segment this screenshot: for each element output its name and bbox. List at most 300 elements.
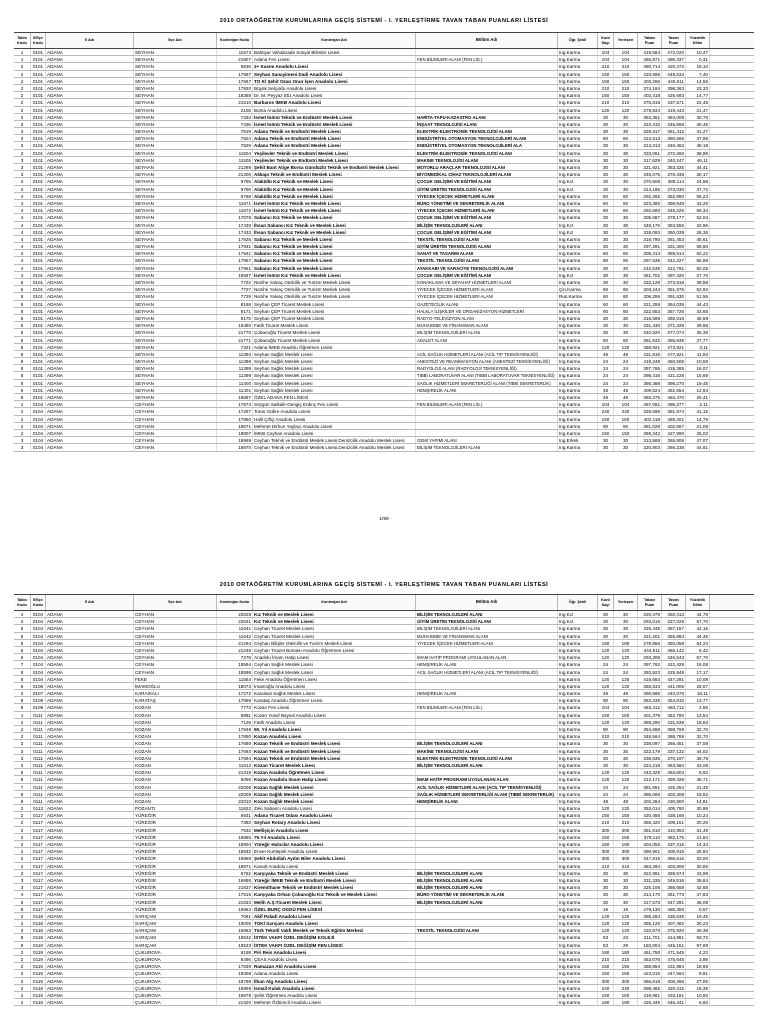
table-cell: 327,029 (662, 618, 686, 624)
table-cell: Ing.Karma (558, 430, 598, 436)
table-cell: Sabancı Kız Teknik ve Meslek Lisesi (253, 214, 416, 220)
table-cell: CEYHAN (134, 423, 217, 429)
table-cell: BÜRO YÖNETİMİ VE SEKRETERLİK ALANI (416, 200, 558, 206)
table-cell: 30 (614, 611, 638, 617)
table-cell: 36,78 (686, 755, 710, 761)
table-cell: 30 (598, 171, 614, 177)
table-cell: 15,39 (686, 985, 710, 991)
header-cell: İlçe Adı (134, 595, 217, 610)
table-cell: 388,854 (638, 963, 662, 969)
table-cell: 454,810 (662, 697, 686, 703)
table-cell: 3,11 (686, 344, 710, 350)
table-cell: CEYHAN (134, 430, 217, 436)
table-cell: Ing.Karma (558, 315, 598, 321)
table-cell: 0111 (31, 762, 46, 768)
table-cell: 11398 (217, 365, 253, 371)
table-cell: 472,020 (662, 49, 686, 55)
table-cell: KOZAN (134, 726, 217, 732)
table-cell: CEYHAN (134, 640, 217, 646)
table-cell: 120 (614, 719, 638, 725)
table-cell: 7061 (217, 913, 253, 919)
table-cell: 363,555 (662, 222, 686, 228)
table-cell: 347,815 (638, 855, 662, 861)
table-cell: Ing.Karma (558, 669, 598, 675)
table-cell: 2 (14, 963, 31, 969)
table-cell: ADANA (46, 726, 134, 732)
table-cell: ÇOCUK GELİŞİMİ VE EĞİTİMİ ALANI (416, 272, 558, 278)
table-cell: 120 (614, 647, 638, 653)
table-cell: 2 (14, 408, 31, 414)
table-cell: Ing.Karma (558, 207, 598, 213)
table-cell: KOZAN (134, 769, 217, 775)
table-cell: 0101 (31, 222, 46, 228)
table-cell: 24,58 (686, 178, 710, 184)
table-row (14, 748, 754, 755)
table-cell: ELEKTRİK-ELEKTRONİK TEKNOLOJİSİ ALANI (416, 755, 558, 761)
table-cell: 409,151 (662, 819, 686, 825)
table-cell: BİLİŞİM TEKNOLOJİLERİ ALANI (416, 625, 558, 631)
table-cell: 425,254 (662, 784, 686, 790)
table-cell: Kozan Sağlık Meslek Lisesi (253, 791, 416, 797)
table-cell: 30 (598, 214, 614, 220)
table-cell: 30 (598, 762, 614, 768)
table-cell: 210 (614, 85, 638, 91)
table-cell: Şehit Abdullah Aydın Biler Anadolu Lisesi (253, 855, 416, 861)
table-cell: İMAMOĞLU (134, 683, 217, 689)
table-row (14, 654, 754, 661)
table-cell: 17931 (217, 243, 253, 249)
table-cell: 16888 (217, 877, 253, 883)
table-cell: 420,415 (662, 985, 686, 991)
table-cell: 75.Yıl Anadolu Lisesi (253, 834, 416, 840)
table-cell: İSTEK VAKFI ÖZEL DEĞİŞİM KOLEJİ (253, 934, 416, 940)
table-cell: 39,58 (686, 279, 710, 285)
table-cell: ADANA (46, 351, 134, 357)
table-cell: CEYHAN (134, 633, 217, 639)
table-cell: ADANA (46, 934, 134, 940)
table-row (14, 286, 754, 293)
table-row (14, 640, 754, 647)
table-cell: SEYHAN (134, 322, 217, 328)
table-cell: Adana Anadolu Lisesi (253, 970, 416, 976)
table-cell: Ceyhan Bilişler Otelcilik ve Turizm Meslek Lisesi (253, 640, 416, 646)
table-cell: ADANA (46, 733, 134, 739)
table-cell (416, 719, 558, 725)
table-cell: 440,076 (662, 690, 686, 696)
table-cell: Ing.Karma (558, 329, 598, 335)
table-cell: Ing.Kız (558, 178, 598, 184)
table-cell: 240 (598, 985, 614, 991)
table-cell: 373,030 (662, 186, 686, 192)
table-cell (416, 78, 558, 84)
table-cell: 473,921 (662, 344, 686, 350)
table-cell: 30 (598, 437, 614, 443)
table-cell: SEYHAN (134, 207, 217, 213)
table-cell: 0111 (31, 755, 46, 761)
table-cell: 180 (598, 999, 614, 1005)
table-cell: 21,64 (686, 834, 710, 840)
table-cell: ADANA (46, 812, 134, 818)
table-cell: 423,015 (638, 970, 662, 976)
table-cell: 388,769 (662, 726, 686, 732)
table-cell: 90 (614, 697, 638, 703)
table-cell: Ing.Karma (558, 394, 598, 400)
table-cell: GİYİM ÜRETİM TEKNOLOJİSİ ALANI (416, 243, 558, 249)
table-cell: Ing.Karma (558, 193, 598, 199)
table-cell: SEYHAN (134, 171, 217, 177)
table-cell: 2 (14, 956, 31, 962)
table-cell: 340,520 (638, 329, 662, 335)
table-cell: Sabancı Kız Teknik ve Meslek Lisesi (253, 236, 416, 242)
table-cell: 2 (14, 863, 31, 869)
table-cell: YÜREĞİR (134, 819, 217, 825)
table-cell: 60 (614, 200, 638, 206)
table-cell: 323,410 (638, 121, 662, 127)
table-cell: MAKİNE TEKNOLOJİSİ ALANI (416, 748, 558, 754)
table-cell: Ing.Karma (558, 128, 598, 134)
table-cell: ADANA (46, 906, 134, 912)
table-cell: 30 (598, 877, 614, 883)
table-cell: 30 (614, 762, 638, 768)
table-cell: 27,70 (686, 272, 710, 278)
table-cell: 120 (598, 654, 614, 660)
header-cell: Kont Sayı (598, 595, 614, 610)
table-cell: 11671 (217, 200, 253, 206)
table-row (14, 423, 754, 430)
table-cell: HARİTA-TAPU-KADASTRO ALANI (416, 114, 558, 120)
table-cell: Ing.Karma (558, 301, 598, 307)
table-cell: Ing.Karma (558, 978, 598, 984)
table-cell: 300 (614, 855, 638, 861)
table-cell: 10,24 (686, 812, 710, 818)
table-cell: MUHASEBE VE FİNANSMAN ALANI (416, 633, 558, 639)
table-cell: 3 (14, 142, 31, 148)
header-cell: Kontenjan Kodu (217, 33, 253, 48)
header-cell: Bölüm Adı (416, 33, 558, 48)
table-cell: 0111 (31, 726, 46, 732)
table-cell: ADANA (46, 128, 134, 134)
table-cell: 30 (614, 114, 638, 120)
table-cell: 21807 (217, 56, 253, 62)
table-cell: 0104 (31, 423, 46, 429)
table-cell: Çobanoğlu Ticaret Meslek Lisesi (253, 337, 416, 343)
table-cell: 17078 (217, 214, 253, 220)
table-cell: 17926 (217, 236, 253, 242)
table-cell: Seyhan Sağlık Meslek Lisesi (253, 372, 416, 378)
table-cell: 418,981 (638, 992, 662, 998)
table-cell: ADANA (46, 776, 134, 782)
table-cell: 0101 (31, 92, 46, 98)
table-cell: 0101 (31, 135, 46, 141)
table-cell: 17961 (217, 265, 253, 271)
table-cell: 120 (614, 927, 638, 933)
table-cell: 348,564 (638, 733, 662, 739)
table-cell: SEYHAN (134, 135, 217, 141)
table-cell: ÇOCUK GELİŞİMİ VE EĞİTİMİ ALANI (416, 178, 558, 184)
table-row (14, 200, 754, 207)
table-cell: Rus.Karma (558, 293, 598, 299)
table-cell: 210 (614, 63, 638, 69)
header-cell: Yerleşen (614, 595, 638, 610)
table-cell: 13,54 (686, 712, 710, 718)
table-cell: 47,95 (686, 135, 710, 141)
table-cell: 0104 (31, 408, 46, 414)
header-cell: Tavan Puan (662, 33, 686, 48)
table-cell: BİLİŞİM TEKNOLOJİLERİ ALANI (416, 222, 558, 228)
table-cell: Kiremithane Teknik ve Endüstri Meslek Lisesi (253, 884, 416, 890)
table-cell: 0101 (31, 387, 46, 393)
table-cell: 30 (598, 236, 614, 242)
table-cell: Ing.Karma (558, 236, 598, 242)
table-cell (416, 855, 558, 861)
table-cell: BİLİŞİM TEKNOLOJİLERİ ALANI (416, 899, 558, 905)
table-cell: 30 (598, 315, 614, 321)
table-cell: 8 (14, 798, 31, 804)
table-cell: 0104 (31, 444, 46, 450)
table-cell: İMKB Ceyhan Anadolu Lisesi (253, 430, 416, 436)
table-cell: 318,790 (638, 236, 662, 242)
table-cell: ADANA (46, 755, 134, 761)
table-cell: Ing.Karma (558, 877, 598, 883)
table-cell: 7383 (217, 819, 253, 825)
table-cell: 422,429 (662, 661, 686, 667)
table-cell: 361,412 (662, 128, 686, 134)
table-cell: SEYHAN (134, 286, 217, 292)
table-cell: Feke Anadolu Öğretmen Lisesi (253, 676, 416, 682)
table-cell: 451,750 (638, 949, 662, 955)
table-cell: 17,17 (686, 669, 710, 675)
table-cell: 56,23 (686, 193, 710, 199)
table-cell: 21320 (217, 999, 253, 1005)
table-cell: Ing.Karma (558, 712, 598, 718)
table-cell: RADYO-TELEVİZYON ALANI (416, 315, 558, 321)
table-cell: FEN BİLİMLERİ ALANI (FEN LİS.) (416, 56, 558, 62)
table-cell: ADANA (46, 193, 134, 199)
table-row (14, 272, 754, 279)
table-cell: Ing.Karma (558, 633, 598, 639)
table-row (14, 906, 754, 913)
table-cell: 17920 (217, 85, 253, 91)
table-cell: ÇUKUROVA (134, 985, 217, 991)
table-cell: 30,17 (686, 171, 710, 177)
table-cell: SEYHAN (134, 49, 217, 55)
table-cell: 0104 (31, 611, 46, 617)
table-cell: 0104 (31, 625, 46, 631)
table-cell: SEYHAN (134, 186, 217, 192)
table-cell: ADANA (46, 78, 134, 84)
table-cell: 180 (614, 949, 638, 955)
table-cell: İsmet İnönü Kız Teknik ve Meslek Lisesi (253, 272, 416, 278)
table-cell: 150 (614, 970, 638, 976)
table-cell: 150 (614, 812, 638, 818)
table-cell: KOZAN (134, 791, 217, 797)
table-cell: 4 (14, 236, 31, 242)
table-cell: Ceyhan Sağlık Meslek Lisesi (253, 661, 416, 667)
table-cell: 24 (614, 791, 638, 797)
header-cell: Tablo Kodu (14, 595, 31, 610)
table-cell: 27,77 (686, 337, 710, 343)
table-cell: 386,284 (638, 913, 662, 919)
table-cell: 0101 (31, 214, 46, 220)
table-cell: 6059 (217, 776, 253, 782)
table-cell: 351,976 (662, 286, 686, 292)
table-cell: 390,714 (638, 63, 662, 69)
table-cell: 11564 (217, 676, 253, 682)
table-cell: Adana İMKB Anadolu Öğretmen Lisesi (253, 344, 416, 350)
table-cell: 6836 (217, 63, 253, 69)
table-cell: 2 (14, 827, 31, 833)
table-cell: SARIÇAM (134, 942, 217, 948)
table-cell: 0117 (31, 855, 46, 861)
table-cell: Ing.Karma (558, 733, 598, 739)
table-cell: 2106 (217, 107, 253, 113)
table-cell: ADANA (46, 748, 134, 754)
table-cell: Çin.Karma (558, 286, 598, 292)
table-cell: 30 (598, 884, 614, 890)
table-cell (416, 712, 558, 718)
table-cell: ADANA (46, 848, 134, 854)
table-cell: 30 (614, 444, 638, 450)
table-cell: 402,418 (638, 92, 662, 98)
table-cell: ADANA (46, 114, 134, 120)
table-cell: 349,516 (662, 877, 686, 883)
table-cell: 322,179 (638, 748, 662, 754)
table-cell: 437,316 (662, 841, 686, 847)
table-cell: Ing.Karma (558, 848, 598, 854)
table-row (14, 437, 754, 444)
table-cell: 24 (598, 380, 614, 386)
table-row (14, 870, 754, 877)
table-cell: SEYHAN (134, 229, 217, 235)
table-cell: 30 (598, 121, 614, 127)
table-cell: 51,56 (686, 293, 710, 299)
table-cell: 0113 (31, 805, 46, 811)
table-cell: Borsa Anadolu Lisesi (253, 107, 416, 113)
table-cell: ADANA (46, 380, 134, 386)
table-cell: ADANA (46, 999, 134, 1005)
table-cell: 382,175 (662, 834, 686, 840)
table-row (14, 927, 754, 934)
table-cell: KOZAN (134, 776, 217, 782)
table-cell: 407,492 (662, 920, 686, 926)
table-cell: 397,762 (638, 661, 662, 667)
table-cell: 4 (14, 186, 31, 192)
table-cell (416, 827, 558, 833)
table-row (14, 611, 754, 618)
table-cell: 0101 (31, 243, 46, 249)
header-cell: Öğr. Şekli (558, 595, 598, 610)
table-cell: 346,075 (638, 171, 662, 177)
table-cell: 38,86 (686, 150, 710, 156)
table-cell: Ing.Karma (558, 676, 598, 682)
table-cell: 300 (614, 848, 638, 854)
table-cell: 0101 (31, 85, 46, 91)
table-cell: ADANA (46, 870, 134, 876)
table-cell: 384,009 (662, 114, 686, 120)
table-cell: 25,02 (686, 430, 710, 436)
table-cell: 41,27 (686, 128, 710, 134)
table-cell: 30 (598, 755, 614, 761)
table-cell: 150 (598, 78, 614, 84)
table-cell: 3 (14, 157, 31, 163)
table-cell: 2 (14, 690, 31, 696)
table-cell: Ing.Karma (558, 142, 598, 148)
table-cell: 150 (598, 992, 614, 998)
table-row (14, 970, 754, 977)
table-cell: 431,984 (662, 963, 686, 969)
table-cell: 0101 (31, 365, 46, 371)
table-cell: SEYHAN (134, 351, 217, 357)
table-cell: 0119 (31, 970, 46, 976)
table-cell: SAĞLIK HİZMETLERİ SEKRETERLİĞİ ALANI (TIBBİ SEKRETERLİK) (416, 791, 558, 797)
table-row (14, 841, 754, 848)
table-cell: 21318 (217, 769, 253, 775)
table-cell: 11672 (217, 207, 253, 213)
table-cell: 47,07 (686, 437, 710, 443)
table-cell: 0111 (31, 784, 46, 790)
table-cell: Ing.Karma (558, 337, 598, 343)
document-page-2 (0, 572, 768, 1024)
table-cell (416, 942, 558, 948)
table-cell: GİYİM ÜRETİM TEKNOLOJİSİ ALANI (416, 618, 558, 624)
table-cell: SEYHAN (134, 250, 217, 256)
table-cell: Ing.Karma (558, 640, 598, 646)
table-cell: 30 (614, 222, 638, 228)
table-cell: 324,218 (638, 762, 662, 768)
table-cell: ADANA (46, 164, 134, 170)
table-row (14, 661, 754, 668)
table-cell: ADANA (46, 437, 134, 443)
table-cell: 313,213 (638, 142, 662, 148)
table-cell: Yüreğir İMKB Teknik ve Endüstri Meslek Lisesi (253, 877, 416, 883)
table-cell: 331,300 (662, 243, 686, 249)
table-cell: 323,385 (638, 200, 662, 206)
table-cell (416, 913, 558, 919)
table-cell: 30 (614, 625, 638, 631)
table-cell: ADANA (46, 877, 134, 883)
table-cell: 0111 (31, 769, 46, 775)
table-cell: Ing.Karma (558, 891, 598, 897)
table-cell: YİYECEK İÇECEK HİZMETLERİ ALANI (416, 293, 558, 299)
header-cell: Tavan Puan (662, 595, 686, 610)
table-cell: 477,921 (662, 351, 686, 357)
table-cell: YÜREĞİR (134, 884, 217, 890)
table-cell: 43,99 (686, 870, 710, 876)
table-row (14, 740, 754, 747)
table-cell: 14,76 (686, 416, 710, 422)
table-cell: 0104 (31, 669, 46, 675)
table-cell: 0101 (31, 322, 46, 328)
table-cell: BİLİŞİM TEKNOLOJİLERİ ALANI (416, 611, 558, 617)
table-row (14, 293, 754, 300)
table-cell: 17693 (217, 748, 253, 754)
table-cell (416, 647, 558, 653)
table-cell: 374,194 (638, 85, 662, 91)
table-cell (416, 92, 558, 98)
table-cell: 17957 (217, 257, 253, 263)
table-cell: 0101 (31, 128, 46, 134)
table-cell: 60 (598, 337, 614, 343)
table-cell: 1 (14, 712, 31, 718)
table-cell: 0111 (31, 719, 46, 725)
table-cell: 6762 (217, 870, 253, 876)
table-cell: 346,543 (662, 654, 686, 660)
table-cell: 2 (14, 92, 31, 98)
table-cell: ÇOCUK GELİŞİMİ VE EĞİTİMİ ALANI (416, 229, 558, 235)
table-cell: 3 (14, 755, 31, 761)
table-cell: 6768 (217, 193, 253, 199)
table-cell: SARIÇAM (134, 920, 217, 926)
